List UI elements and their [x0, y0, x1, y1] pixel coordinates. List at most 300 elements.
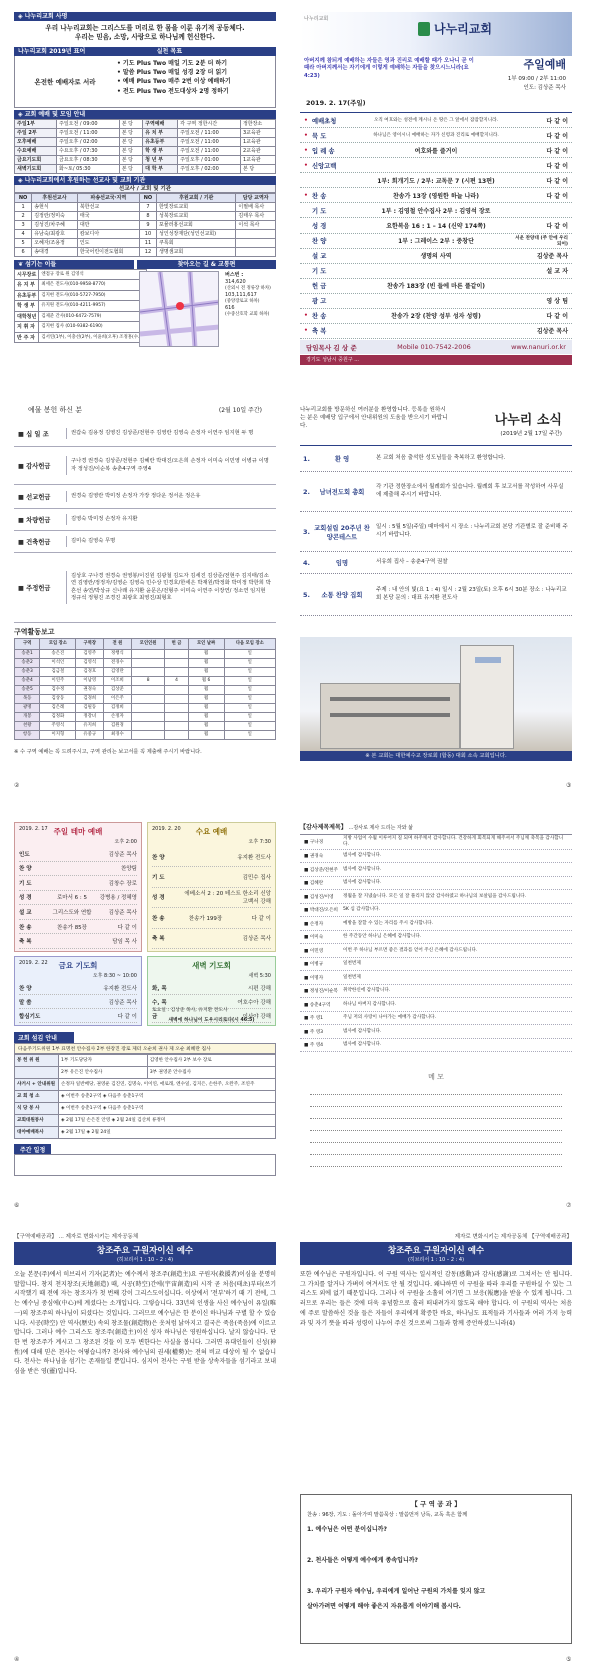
table-cell: 일: [224, 668, 275, 677]
table-row: [15, 731, 276, 740]
service-time: 오후 8:30 ~ 10:00: [92, 973, 137, 979]
offering-label: [14, 537, 66, 546]
table-cell: 김은례: [40, 704, 76, 713]
table-row: [15, 202, 276, 211]
table-cell: 11: [139, 238, 156, 247]
service-title: 새벽 기도회: [192, 961, 231, 970]
thanks-row: [300, 931, 572, 945]
column-header: 파송선교국·지역: [77, 193, 139, 202]
table-row: [15, 686, 276, 695]
table-row: [15, 695, 276, 704]
service-cell: 축 복: [19, 939, 32, 946]
memo-title: 메 모: [428, 1073, 444, 1081]
table-cell: 김정란/정미숙: [32, 211, 78, 220]
order-content: 찬송가 183장 (빈 들에 마른 풀같이): [386, 283, 485, 291]
service-cell: 성 경: [19, 895, 32, 902]
table-cell: 금요오후 / 08:30: [56, 155, 119, 164]
service-cell: 찬양팀: [121, 866, 137, 873]
table-cell: 8: [139, 211, 156, 220]
table-cell: 12: [139, 247, 156, 256]
goal-list: [115, 56, 275, 107]
offering-type: 선교헌금: [26, 494, 51, 501]
column-header: 구역: [15, 639, 40, 650]
order-label: 기 도: [312, 207, 327, 215]
table-row: [15, 722, 276, 731]
table-cell: 일: [224, 704, 275, 713]
news-item: [300, 552, 572, 574]
table-row: [15, 211, 276, 220]
bullet-icon: ■: [18, 517, 27, 524]
offering-names: 김영숙 박미정 손정자 유지환: [66, 514, 276, 525]
thanks-content: 5K 심 감사합니다.: [343, 907, 380, 913]
order-item: [300, 249, 572, 264]
table-cell: 전경수: [104, 659, 132, 668]
table-cell: 본 당: [119, 128, 142, 137]
bullet-icon: ■: [18, 494, 27, 501]
table-cell: ◈ 이번주 송춘1구역 ◈ 다음주 송춘1구역: [59, 1103, 276, 1115]
table-cell: 본 당: [119, 119, 142, 128]
page-number: ④: [14, 1656, 20, 1663]
table-cell: 유초등부: [15, 290, 39, 301]
bottom-info: [14, 260, 276, 350]
table-row: [15, 229, 276, 238]
table-cell: [15, 1067, 59, 1079]
table-cell: 인도: [77, 238, 139, 247]
table-cell: 김영주: [76, 650, 104, 659]
table-cell: 유중규: [76, 731, 104, 740]
service-time: 새벽 5:30: [248, 973, 271, 979]
lesson-text: 오늘 본문(주)에서 히브리서 기자(記者)는 예수께서 창조주(創造主)요 구원자(救援者)이심을 분명히 말합니다. 창지 천지창조(天地創造) 때, 시공(時空)간에(宇宙創造)의 시작 곧 처음(태초)부터(쓰기 시작했기 때 전에 자는 창조자가 첫 번째 강이 그리스도이십니다. 이상에서 '전부'하기 때 기 전에, 그는 예수님 중심에(中心)에 계셨다는 소개입니다. 그렇습니다. 33년의 인생을 사신 예수님이 유일(唯一)의 창조주의 하나님이 되셨다는 것입니다. 그러므로 예수님은 한 분이신 하나님과 구별 할 수 있습니다. 시공(時空) 안 역사(歷史) 속의 창조물(創造物)은 옷처럼 낡아지고 결국은 죽음(죽음)에 이르고 맙니다. 그러나 예수 그리스도 창조주(創造主)이신 성자 하나님은 영원하십니다. 날지 않습니다. 단 한 번 창조주가 계시고 그 창조된 것들 이 모두 변한다는 사실을 봅니다. 그러면 유대인들이 신성(神性)에 대해 믿은 천사는 어떻습니까? 천사와 예수님의 권세(權勢)는 전혀 비교 대상이 될 수 없습니다. 천사는 하나님을 섬기는 존재들일 뿐입니다. 심지어 천사는 구원 받을 상속자들을 섬기라고 보내심을 받은 영(靈)입니다.: [14, 1271, 276, 1376]
table-cell: 청 년 부: [143, 155, 178, 164]
table-cell: [131, 731, 165, 740]
table-cell: 송대경: [32, 247, 78, 256]
friday-box: [14, 956, 142, 1026]
order-leader: 다 같 이: [546, 177, 568, 185]
column-header: NO: [139, 193, 156, 202]
table-cell: [165, 695, 188, 704]
table-cell: 김서연(1부), 이충선(2부), 이윤희(오후) 조정홍(수요): [39, 332, 147, 343]
bullet-icon: ■: [304, 1002, 310, 1008]
table-cell: 학 생 부: [143, 146, 178, 155]
thanks-person: 송춘4구역: [309, 1002, 331, 1008]
bullet-icon: ■: [304, 975, 310, 981]
table-cell: 5: [15, 238, 32, 247]
service-date: 2019. 2. 22: [19, 960, 48, 966]
thanks-content: 범사에 감사합니다.: [343, 1028, 382, 1034]
vision-header: ◈ 나누리교회 사명: [14, 12, 276, 21]
table-cell: 구역예배: [143, 119, 178, 128]
thanks-name: [300, 839, 340, 845]
bullet-icon: ■: [18, 431, 27, 438]
order-item: [300, 143, 572, 158]
thanks-person: 손정자: [309, 921, 324, 927]
thanks-row: [300, 850, 572, 864]
table-cell: 2부 유은진 안수집사: [59, 1067, 148, 1079]
order-item: [300, 203, 572, 218]
weekly-schedule-title: 주간 일정: [14, 1144, 51, 1155]
diamond-icon: ◈: [18, 176, 25, 184]
table-cell: 최세은 전도사(010-9958-8770): [39, 280, 147, 291]
news-item: [300, 574, 572, 616]
table-cell: 주일오후 / 02:00: [178, 164, 241, 173]
table-cell: 10: [139, 229, 156, 238]
thanks-person: 주 영3: [309, 1029, 324, 1035]
news-item: [300, 472, 572, 512]
service-row: [19, 934, 137, 949]
thanks-row: [300, 877, 572, 891]
table-cell: 주일오전 / 11:00: [178, 128, 241, 137]
thanks-header: 【감사제목제목】 ...감사로 제사 드리는 자와 삶: [300, 824, 413, 831]
table-row: [15, 137, 276, 146]
service-title: 수요 예배: [195, 827, 228, 836]
order-label: 찬 송: [312, 192, 327, 200]
table-cell: 4: [15, 229, 32, 238]
service-row: [152, 867, 271, 887]
table-cell: 월: [188, 668, 224, 677]
table-cell: 대만: [77, 220, 139, 229]
table-cell: 일: [224, 677, 275, 686]
thanks-name: [300, 907, 340, 913]
table-row: [15, 677, 276, 686]
offering-label: [14, 515, 66, 524]
order-content: 1부 : 김영철 안수집사 2부 : 김영석 장로: [381, 207, 491, 215]
service-row: [19, 862, 137, 877]
table-cell: 3교육관: [240, 128, 275, 137]
bullet-icon: •: [304, 327, 308, 335]
news-content: 각 기관 정한장소에서 월례회가 있습니다. 월례회 후 보고서를 작성하여 사무실에 제출해 주시기 바랍니다.: [376, 483, 564, 498]
thanks-person: 이민영: [309, 948, 324, 954]
lesson-text: 또한 예수님은 구원자입니다. 이 구원 역사는 일시적인 감동(感動)과 감사(感謝)로 그쳐서는 안 됩니다. 그 가치를 알거나 가벼이 여겨서도 안 될 것입니다. 왜냐하면 이 구원을 따라 우리를 구원하실 수 있는 그리스도 외에 없기 때문입니다. 그러나 이 구원을 소홀히 여기면 그 보응(報應)을 받을 수 있게 됩니다. 그러므로 우리는 들은 것에 더욱 유념함으로 흘러 떠내려가지 않도록 해야 합니다. 이 구원의 역사는 처음에 주로 말씀하신 것을 들은 자들이 우리에게 확증한 바요, 하나님도 표적들과 기사들과 여러 가지 능력과 및 자기 뜻을 따라 성령이 나누어 주신 것으로써 그들과 함께 증언하셨느니라(4): [300, 1271, 572, 1327]
leaf-icon: ❦: [18, 260, 26, 268]
table-cell: [131, 668, 165, 677]
bullet-icon: ■: [18, 539, 27, 546]
column-header: 헌 금: [165, 639, 188, 650]
thanks-content: 이번 주 하나님 부르면 좋은 결과를 얻어 주신 은혜에 감사드립니다.: [343, 947, 478, 953]
table-cell: 주일1부: [15, 119, 57, 128]
news-week: (2019년 2월 17일 주간): [500, 431, 562, 437]
thanks-name: [300, 1002, 340, 1008]
news-title: 나누리 소식: [494, 413, 562, 428]
table-cell: [131, 704, 165, 713]
table-row: [15, 247, 276, 256]
offer-title-row: 예물 봉헌 하신 분 (2월 10일 주간): [28, 406, 262, 414]
table-cell: 1부 기도당당자: [59, 1055, 148, 1067]
service-cell: 찬송가 85장: [57, 924, 87, 931]
table-cell: 3부 권영준 안수집사: [147, 1067, 275, 1079]
table-cell: [131, 722, 165, 731]
order-leader: 다 같 이: [546, 313, 568, 321]
table-row: [15, 668, 276, 677]
order-leader: 영 상 팀: [546, 298, 568, 306]
goal-item: • 말씀 Plus Two 매일 성경 2장 더 읽기: [117, 69, 228, 77]
wednesday-box: [147, 822, 276, 952]
table-cell: 4: [165, 677, 188, 686]
map-header: 찾아오는 길 & 교통편: [137, 260, 276, 269]
goal-item: • 전도 Plus Two 전도대상자 2명 정하기: [117, 87, 229, 95]
thanks-person: 김상준/전현주: [309, 867, 338, 873]
order-label: 기 도: [312, 268, 327, 276]
service-cell: 김민수 집사: [242, 875, 271, 882]
table-cell: ◈ 2월 17일 ◈ 2월 24일: [59, 1127, 276, 1139]
thanks-name: [300, 1015, 340, 1021]
service-cell: 김상준 목사: [108, 851, 137, 858]
thanks-row: [300, 904, 572, 918]
bus-info: 버스번 : 314,620 (산외시 전 정류장 하차) 103,111,617 (중앙장로교 하차) 616 (수중산호학 교회 하차): [225, 271, 271, 318]
table-cell: 화~토/ 05:30: [56, 164, 119, 173]
table-cell: 본 당: [240, 164, 275, 173]
order-item: [300, 173, 572, 188]
table-cell: 목동: [15, 695, 40, 704]
table-cell: 유지원 전도사(010-4211-9957): [39, 301, 147, 312]
photo-caption: ※ 본 교회는 대한예수교 장로회 (합동) 대회 소속 교회입니다.: [300, 751, 572, 761]
table-cell: [236, 247, 276, 256]
offering-row: [14, 485, 276, 509]
table-row: [15, 659, 276, 668]
service-row: [152, 929, 271, 949]
sunday-box: [14, 822, 142, 952]
column-header: 후원선교사: [32, 193, 78, 202]
news-content: 일시 : 5월 5일(주일) 때마에서 시 장소 : 나누리교회 본당 기관별로 잘 준비해 주시기 바랍니다.: [376, 523, 568, 538]
thanks-content: 한 주간동안 하나님 은혜에 감사합니다.: [343, 934, 422, 940]
table-cell: 김원경: [104, 722, 132, 731]
bullet-icon: ■: [18, 463, 27, 470]
order-label: 찬 송: [312, 313, 327, 321]
table-cell: 주일오전 / 09:00: [56, 119, 119, 128]
table-cell: ◈ 이번주 송춘2구역 ◈ 다음주 송춘1구역: [59, 1091, 276, 1103]
table-cell: 유지희: [76, 722, 104, 731]
service-cell: 다 같 이: [117, 924, 137, 931]
order-content: 찬송가 2장 (찬양 성부 성자 성령): [391, 313, 481, 321]
table-cell: 광명: [15, 704, 40, 713]
dawn-note: 새벽에 하나님이 도우시리로다(시 46:5): [168, 1018, 255, 1023]
table-cell: 최경수: [104, 731, 132, 740]
table-cell: 2교육관: [240, 146, 275, 155]
table-cell: 김영한 안수집사 2부 보수 장로: [147, 1055, 275, 1067]
table-cell: 김금철: [40, 668, 76, 677]
thanks-row: [300, 1012, 572, 1026]
service-cell: 다 같 이: [251, 915, 271, 922]
table-cell: 천왕: [15, 722, 40, 731]
thanks-content: 일천번제: [343, 974, 361, 980]
table-row: [15, 704, 276, 713]
offering-type: 감사헌금: [26, 463, 51, 470]
table-row: [15, 269, 147, 280]
service-row: [152, 888, 271, 908]
page-2-order: [300, 12, 572, 376]
offering-names: 김상호 구나경 권경숙 권영봉/이진원 김광철 김도자 김세진 김상준/전현주 김지태/김소연 김영란/정정자/김영순 김영숙 민수상 민경호/한세은 박재원/박정화 박미정 박한희 박흔선 송연/박상규 신나래 유지환 윤문은/전형주 이미숙 이연주 이장연/ 정소연 임지현 정규석 정형진 조경진 최광호 최영진/최형호: [66, 571, 276, 605]
table-row: [15, 322, 147, 333]
offering-label: [14, 429, 66, 438]
thanks-name: [300, 948, 340, 954]
table-row: [15, 332, 147, 343]
order-label: 묵 도: [312, 132, 327, 140]
thanks-content: 예방을 잘할 수 있는 자리를 주시 감사합니다.: [343, 920, 434, 926]
thanks-row: [300, 1039, 572, 1053]
table-cell: 이남영: [76, 677, 104, 686]
table-cell: 김필동: [76, 704, 104, 713]
page-number: ②: [14, 782, 20, 789]
service-cell: 기 도: [152, 875, 165, 882]
table-row: [15, 1055, 276, 1067]
news-title: 교회설립 20주년 찬양콘테스트: [314, 524, 370, 541]
service-date: 2019. 2. 17(주일): [306, 99, 366, 107]
service-times: 1부 09:00 / 2부 11:00: [507, 76, 566, 82]
table-cell: [131, 713, 165, 722]
table-cell: [131, 650, 165, 659]
order-label: 성 경: [312, 222, 327, 230]
table-cell: 주일오전 / 11:00: [178, 146, 241, 155]
vision-text: 우리 나누리교회는 그리스도를 머리로 한 몸을 이룬 유기적 공동체다. 우리는 믿음, 소망, 사랑으로 하나님께 헌신한다.: [45, 24, 245, 41]
offer-title: 예물 봉헌 하신 분: [28, 406, 83, 414]
duty-table: [14, 1054, 276, 1139]
bullet-icon: ■: [304, 1029, 310, 1035]
table-cell: 김지현 집사 (010-9382-6190): [39, 322, 147, 333]
table-cell: 월: [188, 686, 224, 695]
table-cell: 김정화: [40, 713, 76, 722]
order-content: 1부: 회개기도 / 2부: 교독문 7 (시편 13편): [377, 177, 495, 185]
table-cell: 항동: [15, 731, 40, 740]
service-row: [19, 905, 137, 920]
table-cell: 본 당: [119, 137, 142, 146]
service-date: 2019. 2. 17: [19, 826, 48, 832]
thanks-name: [300, 1042, 340, 1048]
table-cell: 월: [188, 713, 224, 722]
table-row: [15, 650, 276, 659]
bullet-icon: ■: [304, 1016, 310, 1022]
bullet-icon: ■: [304, 921, 310, 927]
offering-type: 십 일 조: [26, 431, 49, 438]
bullet-icon: ■: [304, 854, 310, 860]
table-row: [15, 311, 147, 322]
table-cell: 주일오전 / 11:00: [178, 137, 241, 146]
table-cell: 주영석: [40, 722, 76, 731]
table-cell: 김영란: [104, 668, 132, 677]
service-cell: 찬 양: [19, 985, 32, 992]
bullet-icon: ■: [304, 839, 310, 845]
table-cell: 김경호: [76, 668, 104, 677]
order-item: [300, 309, 572, 324]
order-content: 오직 여호와는 성전에 계시니 온 땅은 그 앞에서 잠잠할지니라.: [373, 118, 499, 124]
thanks-person: 정성진/이순복: [309, 989, 338, 995]
service-cell: 여호수아 강해: [237, 999, 271, 1006]
service-cell: 금: [152, 1013, 158, 1020]
table-cell: [165, 668, 188, 677]
service-cell: 김상준 목사: [242, 936, 271, 943]
news-content: 주제 : 내 안의 빛(요 1 : 4) 일시 : 2월 23일(토) 오후 6시 30분 장소 : 나누리교회 본당 문의 : 대표 유지환 전도사: [376, 586, 567, 601]
order-item: [300, 264, 572, 279]
vision-quote: 아버지께 참되게 예배하는 자들은 영과 진리로 예배할 때가 오나니 곧 이때라 아버지께서는 자기에게 이렇게 예배하는 자들을 찾으시느니라(요4:23): [304, 58, 474, 79]
thanks-name: [300, 894, 340, 900]
map-image: [139, 271, 219, 347]
table-cell: 시무장로: [15, 269, 39, 280]
column-header: 모인 날짜: [188, 639, 224, 650]
table-cell: 정강녀: [76, 713, 104, 722]
welcome-text: 나누리교회를 방문하신 여러분을 환영합니다. 등록을 원하시는 분은 예배당 입구에서 안내위원의 도움을 받으시기 바랍니다.: [300, 407, 448, 429]
thanks-row: [300, 971, 572, 985]
service-cell: 다 같 이: [117, 1013, 137, 1020]
table-cell: 유남숙/최광호: [32, 229, 78, 238]
table-cell: 송춘2: [15, 659, 40, 668]
duty-section: [14, 1032, 276, 1142]
page-number: ⑥: [14, 1202, 20, 1209]
page-number: ⑤: [566, 1656, 572, 1663]
service-cell: 에베소서 2 : 20 테스트 한소리 신앙고백서 강해: [184, 891, 271, 906]
table-row: [15, 280, 147, 291]
service-cell: 그리스도와 연합: [52, 910, 92, 917]
page-number: ⑦: [566, 1202, 572, 1209]
table-cell: [131, 686, 165, 695]
service-row: [152, 847, 271, 867]
service-cell: 기 도: [19, 880, 32, 887]
table-cell: ◈ 2월 17일 손은진 안영 ◈ 2월 24일 김산희 류정미: [59, 1115, 276, 1127]
service-cell: 유지환 전도사: [237, 854, 271, 861]
service-row: [19, 995, 137, 1009]
page-7-lesson: [14, 1232, 276, 1652]
table-cell: 김제준 간사(010-6472-7579): [39, 311, 147, 322]
thanks-person: 권경숙: [309, 854, 324, 860]
mission-sub: 선교사 / 교회 및 기관: [14, 185, 276, 193]
page-5-services: [14, 822, 276, 1192]
goal-header: 나누리교회 2019년 표어 실천 목표: [14, 47, 276, 56]
order-item: [300, 279, 572, 294]
table-cell: [165, 713, 188, 722]
news-content: 서유희 집사 – 송춘4구역 권찰: [376, 558, 448, 565]
table-cell: 송춘4: [15, 677, 40, 686]
table-row: [15, 146, 276, 155]
column-header: 모임 장소: [40, 639, 76, 650]
order-content: 1부 : 그레이스 2부 : 중창단: [398, 238, 474, 246]
table-cell: 2: [15, 211, 32, 220]
table-cell: 손정자 일반배당, 권영운 김진연, 김명숙, 이이연, 애로래, 엔수일, 김지은, 손한주, 오완주, 조연주: [59, 1079, 276, 1091]
table-cell: 포뮬러홍선교회: [157, 220, 236, 229]
order-label: 신앙고백: [312, 162, 337, 170]
order-leader: 설 교 자: [546, 268, 568, 276]
table-cell: 식 당 봉 사: [15, 1103, 59, 1115]
order-leader: 다 같 이: [546, 222, 568, 230]
order-leader: 다 같 이: [546, 192, 568, 200]
table-cell: 9: [139, 220, 156, 229]
order-leader: 다 같 이: [546, 132, 568, 140]
order-item: [300, 188, 572, 203]
bullet-icon: ■: [304, 962, 310, 968]
table-row: [15, 164, 276, 173]
bullet-icon: •: [304, 191, 308, 199]
thanks-content: 주님 저의 사랑이 나아가는 예배가 감사합니다.: [343, 1015, 437, 1021]
table-cell: 월: [188, 659, 224, 668]
table-cell: 수요예배: [15, 146, 57, 155]
table-cell: 정행식: [104, 650, 132, 659]
table-cell: 봉 헌 위 원: [15, 1055, 59, 1067]
bullet-icon: •: [304, 161, 308, 169]
service-cell: 이사야 강해: [242, 1013, 271, 1020]
table-cell: 김성진/차주혜: [32, 220, 78, 229]
service-cell: 수, 목: [152, 999, 167, 1006]
table-cell: 월: [188, 722, 224, 731]
thanks-name: [300, 880, 340, 886]
table-cell: 유 지 부: [15, 280, 39, 291]
order-item: [300, 128, 572, 143]
table-row: [15, 301, 147, 312]
service-row: [19, 847, 137, 862]
table-cell: 대야예배복사: [15, 1127, 59, 1139]
bullet-icon: ■: [18, 585, 27, 592]
service-title: 주일 테마 예배: [53, 827, 103, 836]
table-cell: 1: [15, 202, 32, 211]
service-cell: 김상준 목사: [108, 910, 137, 917]
lesson-title-bar: 창조주요 구원자이신 예수 (히브리서 1 : 10 – 2 : 4): [14, 1242, 276, 1265]
table-row: [15, 1067, 276, 1079]
table-row: [15, 1115, 276, 1127]
